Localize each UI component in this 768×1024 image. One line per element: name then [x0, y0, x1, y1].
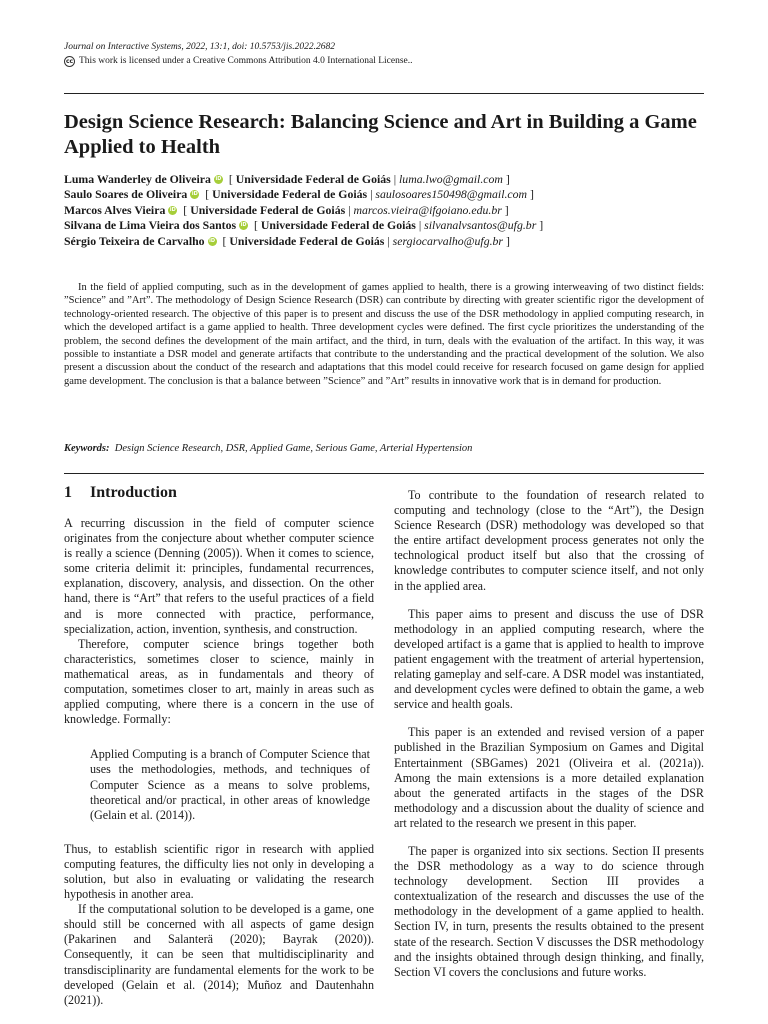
section-number: 1: [64, 484, 72, 501]
right-column: [394, 488, 704, 980]
orcid-icon[interactable]: [214, 175, 223, 184]
intro-paragraph-6: This paper aims to present and discuss the use of DSR methodology in an applied computing research, where the developed artifact is a game that is applied to health to improve patient engagement with the treatment of arterial hypertension, relating gameplay and self-care. A DSR model was instantiated, and development cycles were defined to obtain the game, a web service and health goals.: [394, 606, 704, 712]
author-name: Luma Wanderley de Oliveira: [64, 172, 211, 186]
abstract: In the field of applied computing, such as in the development of games applied to health, there is a growing interweaving of two distinct fields: ”Science” and ”Art”. The methodology of Design Science Research (DSR) can contribute by directing with greater scientific rigor the development of technology-oriented research. The objective of this paper is to present and discuss the use of the DSR methodology in applied computing research, in which the developed artifact is a game applied to health. Three development cycles were defined. The first cycle prioritizes the understanding of the problem, the second defines the development of the main artifact, and the third, in turn, deals with the evaluation of the artifact. In this way, it was possible to instantiate a DSR model and generate artifacts that contribute to the understanding and the practical development of the solution. We also present a discussion about the conduct of the research and adaptations that this model could receive for research focused on game design for applied game development. The conclusion is that a balance between ”Science” and ”Art” results in innovative work that is in demand for production.: [64, 282, 704, 387]
author-name: Marcos Alves Vieira: [64, 202, 166, 217]
author-email[interactable]: sergiocarvalho@ufg.br: [392, 233, 504, 248]
intro-paragraph-3: Thus, to establish scientific rigor in research with applied computing features, the difficulty lies not only in developing a solution, but also in evaluating or validating the research hypothesis in another area.: [64, 841, 374, 902]
intro-paragraph-5: To contribute to the foundation of research related to computing and technology (close to the “Art”), the Design Science Research (DSR) methodology was developed so that the entire artifact development process generates not only the technological product itself but also that the crossing of knowledge contributes to computer science itself, and not only in the applied area.: [394, 488, 704, 593]
section-title: Introduction: [90, 484, 177, 501]
section-heading: [64, 484, 177, 502]
orcid-icon[interactable]: [168, 206, 177, 215]
author-email[interactable]: luma.lwo@gmail.com: [399, 172, 503, 186]
keywords-label: Keywords:: [64, 443, 110, 454]
top-rule: [64, 93, 704, 94]
intro-paragraph-4: If the computational solution to be developed is a game, one should still be concerned with all aspects of game design (Pakarinen and Salanterä (2020); Bayrak (2020)). Consequently, it can be seen that multidisciplinarity and transdisciplinarity are fundamental elements for the work to be developed (Gelain et al. (2014); Muñoz and Dautenhahn (2021)).: [64, 902, 374, 1007]
author-list: [64, 172, 714, 249]
definition-quote: Applied Computing is a branch of Computer Science that uses the methodologies, methods, and techniques of Computer Science as a means to solve problems, theoretical and/or practical, in other areas of knowledge (Gelain et al. (2014)).: [90, 747, 370, 822]
author-name: Saulo Soares de Oliveira: [64, 187, 188, 202]
author-affiliation: Universidade Federal de Goiás: [212, 187, 368, 202]
orcid-icon[interactable]: [208, 237, 217, 246]
author-name: Silvana de Lima Vieira dos Santos: [64, 218, 237, 233]
author-entry: Sérgio Teixeira de CarvalhoiD [ Universidade Federal de Goiás | sergiocarvalho@ufg.br ]: [64, 234, 714, 249]
author-entry: Saulo Soares de OliveiraiD [ Universidade Federal de Goiás | saulosoares150498@gmail.com ]: [64, 187, 714, 202]
author-entry: Luma Wanderley de OliveiraiD [ Universidade Federal de Goiás | luma.lwo@gmail.com ]: [64, 172, 714, 187]
abstract-rule: [64, 473, 704, 474]
left-column: [64, 516, 374, 1008]
intro-paragraph-7: This paper is an extended and revised version of a paper published in the Brazilian Symposium on Games and Digital Entertainment (SBGames) 2021 (Oliveira et al. (2021a)). Among the main extensions is a more detailed explanation about the generated artifacts in the stages of the DSR methodology and a discussion about the duality of science and art related to the research we present in this paper.: [394, 725, 704, 830]
intro-paragraph-8: The paper is organized into six sections. Section II presents the DSR methodology as a way to do science through technology development. Section III provides a contextualization of the research and discusses the use of the methodology in the development of a game applied to health. Section IV, in turn, presents the results obtained to the present state of the research. Section V discusses the DSR methodology and the insights obtained through design thinking, and finally, Section VI covers the conclusions and future works.: [394, 843, 704, 979]
keywords: [64, 442, 472, 455]
author-name: Sérgio Teixeira de Carvalho: [64, 233, 205, 248]
orcid-icon[interactable]: [190, 190, 199, 199]
author-affiliation: Universidade Federal de Goiás: [190, 202, 346, 217]
license-notice: [64, 55, 412, 68]
orcid-icon[interactable]: [239, 221, 248, 230]
author-email[interactable]: marcos.vieira@ifgoiano.edu.br: [353, 202, 502, 217]
intro-paragraph-2: Therefore, computer science brings together both characteristics, sometimes closer to science, mainly in mathematical areas, as in fundamentals and theory of computation, sometimes closer to art, mainly in areas such as applied computing, where there is a concern in the use of knowledge. Formally:: [64, 636, 374, 727]
journal-citation: Journal on Interactive Systems, 2022, 13:1, doi: 10.5753/jis.2022.2682: [64, 42, 335, 52]
author-affiliation: Universidade Federal de Goiás: [260, 218, 416, 233]
intro-paragraph-1: A recurring discussion in the field of computer science originates from the conjecture about whether computer science is really a science (Denning (2005)). When it comes to science, some criteria delimit it: principles, fundamental recurrences, explanation, discovery, analysis, and dissection. On the other hand, there is “Art” that refers to the useful practices of a field and is more connected with practice, performance, specialization, action, invention, synthesis, and construction.: [64, 516, 374, 636]
paper-title: Design Science Research: Balancing Science and Art in Building a Game Applied to Health: [64, 111, 697, 158]
author-entry: Marcos Alves VieiraiD [ Universidade Federal de Goiás | marcos.vieira@ifgoiano.edu.br ]: [64, 203, 714, 218]
author-affiliation: Universidade Federal de Goiás: [235, 172, 391, 186]
author-email[interactable]: saulosoares150498@gmail.com: [375, 187, 528, 202]
creative-commons-icon: cc: [65, 58, 74, 65]
author-affiliation: Universidade Federal de Goiás: [229, 233, 385, 248]
keywords-list: Design Science Research, DSR, Applied Game, Serious Game, Arterial Hypertension: [114, 443, 473, 454]
license-text[interactable]: This work is licensed under a Creative Commons Attribution 4.0 International License..: [79, 56, 413, 66]
author-email[interactable]: silvanalvsantos@ufg.br: [424, 218, 537, 233]
author-entry: Silvana de Lima Vieira dos SantosiD [ Universidade Federal de Goiás | silvanalvsantos@ufg.br ]: [64, 218, 714, 233]
